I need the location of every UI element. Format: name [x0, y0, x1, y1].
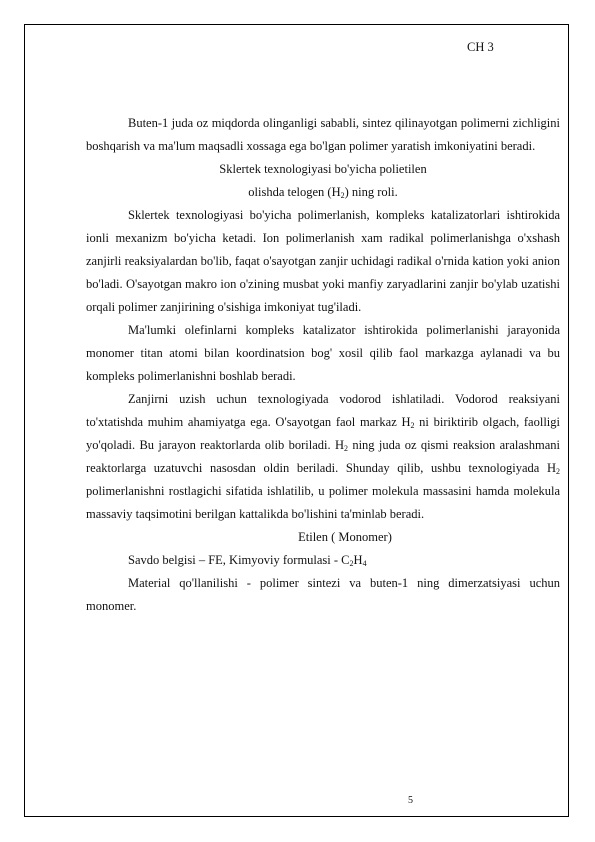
heading-text-part: ) ning roli.: [344, 185, 398, 199]
document-body: [86, 112, 560, 618]
section-heading-line-1: Sklertek texnologiyasi bo'yicha polietilen: [219, 162, 427, 176]
text-part: H: [353, 553, 363, 567]
header-code: CH 3: [467, 40, 494, 54]
page-number: 5: [408, 795, 413, 806]
paragraph-buten-density: Buten-1 juda oz miqdorda olinganligi sababli, sintez qilinayotgan polimerni zichligini boshqarish va ma'lum maqsadli xossaga ega bo'lgan polimer yaratish imkoniyatini beradi.: [86, 116, 560, 153]
paragraph-trade-mark-formula: [86, 549, 560, 572]
section-heading-line-2: [86, 181, 560, 204]
paragraph-ionic-polymerization: Sklertek texnologiyasi bo'yicha polimerlanish, kompleks katalizatorlari ishtirokida ionli mexanizm bo'yicha ketadi. Ion polimerlanish xam radikal polimerlanishga o'xshash zanjirli reaksiyalardan bo'lib, faqat o'sayotgan zanjir uchidagi radikal o'rnida kation yoki anion bo'ladi. O'sayotgan makro ion o'zining musbat yoki manfiy zaryadlarini zanjir bo'ylab uzatishi orqali polimer zanjirining o'sishiga imkoniyat tug'iladi.: [86, 208, 560, 314]
text-part: Savdo belgisi – FE, Kimyoviy formulasi - C: [128, 553, 350, 567]
paragraph-material-usage: Material qo'llanilishi - polimer sintezi va buten-1 ning dimerzatsiyasi uchun monomer.: [86, 576, 560, 613]
text-part: Zanjirni uzish uchun texnologiyada vodorod ishlatiladi. Vodorod reaksiyani to'xtatishda muhim ahamiyatga ega. O'sayotgan faol markaz H: [86, 392, 560, 429]
text-part: ni biriktirib olgach, faolligi yo'qoladi. Bu jarayon reaktorlarda olib boriladi. H: [86, 415, 561, 452]
subscript: 2: [410, 421, 415, 430]
subscript: 2: [340, 191, 345, 200]
subscript: 2: [349, 559, 354, 568]
subscript: 2: [556, 467, 560, 476]
paragraph-complex-catalyst: Ma'lumki olefinlarni kompleks katalizator ishtirokida polimerlanishi jarayonida monomer titan atomi bilan koordinatsion bog' xosil qilib faol markazga aylanadi va bu kompleks polimerlanishni boshlab beradi.: [86, 323, 560, 383]
subscript: 2: [344, 444, 348, 453]
subscript: 4: [362, 559, 367, 568]
text-part: polimerlanishni rostlagichi sifatida ishlatilib, u polimer molekula massasini hamda molekula massaviy taqsimotini berilgan kattalikda bo'lishini ta'minlab beradi.: [86, 484, 560, 521]
heading-text-part: olishda telogen (H: [248, 185, 341, 199]
text-part: ning juda oz qismi reaksion aralashmani reaktorlarga uzatuvchi nasosdan oldin beriladi. Shunday qilib, ushbu texnologiyada H: [86, 438, 561, 475]
section-heading-monomer: Etilen ( Monomer): [298, 530, 392, 544]
paragraph-hydrogen-chain-transfer: [86, 388, 560, 526]
